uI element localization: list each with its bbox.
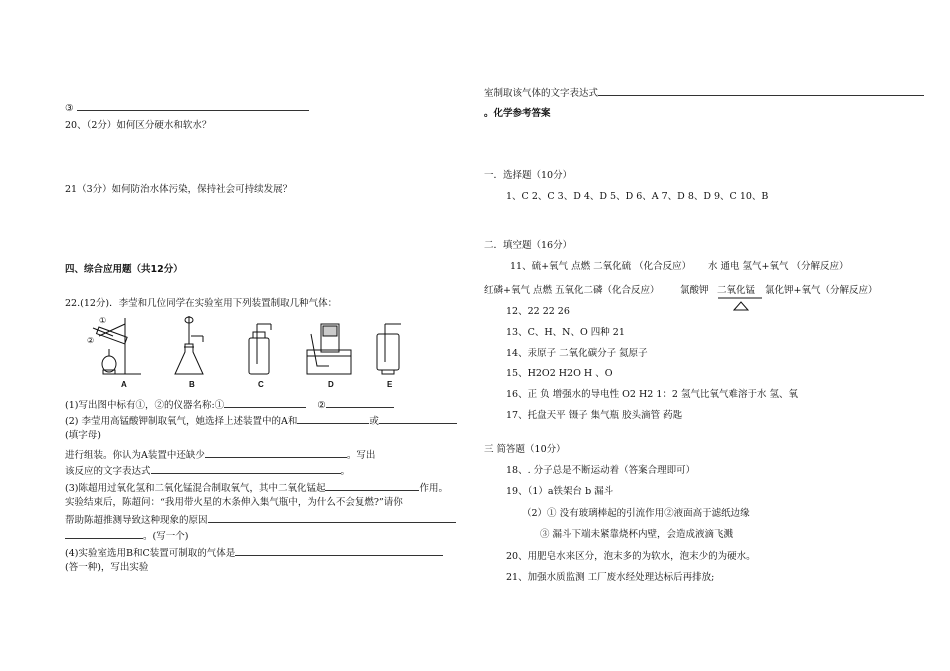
apparatus-drawing xyxy=(85,314,430,390)
answer-blank[interactable] xyxy=(326,398,394,408)
answer-19-2: （2）① 没有玻璃棒起的引流作用②液面高于滤纸边缘 xyxy=(522,508,750,519)
apparatus-a xyxy=(87,316,141,374)
apparatus-b xyxy=(175,316,203,374)
q22-3-note: 。(写一个) xyxy=(143,531,189,542)
apparatus-label-a: A xyxy=(121,380,127,389)
question-21: 21（3分）如何防治水体污染，保持社会可持续发展？ xyxy=(65,184,293,195)
answer-13: 13、C、H、N、O 四种 21 xyxy=(506,327,625,338)
q22-4-text: (4)实验室选用B和C装置可制取的气体是 xyxy=(65,548,236,559)
q22-part-3 xyxy=(65,481,448,495)
answer-section-3-title: 三 简答题（10分） xyxy=(484,444,566,455)
answer-blank[interactable] xyxy=(235,546,443,556)
marker-1: ① xyxy=(99,316,107,325)
answer-11-a: 11、硫+氧气 点燃 二氧化硫 （化合反应） xyxy=(510,261,692,272)
answer-section-2-title: 二．填空题（16分） xyxy=(484,240,573,251)
answer-blank[interactable] xyxy=(297,414,369,424)
q22-3-text: (3)陈超用过氧化氢和二氧化锰混合制取氧气，其中二氧化锰起 xyxy=(65,483,326,494)
answer-11-f: 氯化钾+氧气（分解反应） xyxy=(765,285,878,296)
q22-part-2 xyxy=(65,414,457,428)
answer-11-catalyst: 二氧化锰 xyxy=(717,285,756,296)
apparatus-label-e: E xyxy=(387,380,393,389)
q22-1-marker: ② xyxy=(317,400,326,411)
answer-18: 18、. 分子总是不断运动着（答案合理即可） xyxy=(506,465,696,476)
reaction-arrow xyxy=(716,296,766,315)
q22-2-equation-text: 该反应的文字表达式 xyxy=(65,466,151,477)
apparatus-label-c: C xyxy=(258,380,264,389)
answer-section-1-title: 一．选择题（10分） xyxy=(484,170,573,181)
q22-3-role: 作用。 xyxy=(419,483,448,494)
marker-2: ② xyxy=(87,336,95,345)
q22-3-question: 实验结束后，陈超问：“我用带火星的木条伸入集气瓶中，为什么不会复燃?”请你 xyxy=(65,497,403,508)
answer-11-d: 氯酸钾 xyxy=(680,285,709,296)
heat-symbol-icon xyxy=(716,296,766,312)
apparatus-e xyxy=(377,324,401,374)
q22-part-4 xyxy=(65,546,443,560)
q22-part-1 xyxy=(65,398,394,412)
q22-2-text: (2) 李莹用高锰酸钾制取氧气，她选择上述装置中的A和 xyxy=(65,416,298,427)
answer-14: 14、汞原子 二氧化碳分子 氦原子 xyxy=(506,348,648,359)
answer-blank[interactable] xyxy=(77,101,309,111)
q22-2-write: 。写出 xyxy=(346,450,376,461)
answer-11-c: 红磷+氧气 点燃 五氧化二磷（化合反应） xyxy=(484,285,660,296)
apparatus-label-b: B xyxy=(189,380,195,389)
q22-3-reason-cont xyxy=(65,529,188,543)
q19-item-3-label: ③ xyxy=(65,103,74,114)
q22-part-2-assembly xyxy=(65,448,375,462)
apparatus-d xyxy=(307,324,351,374)
q22-3-reason xyxy=(65,513,456,527)
answer-blank[interactable] xyxy=(208,513,456,523)
right-top-text: 室制取该气体的文字表达式 xyxy=(484,88,599,99)
answer-19-3: ③ 漏斗下端未紧靠烧杯内壁，会造成液滴飞溅 xyxy=(540,529,734,540)
apparatus-c xyxy=(249,324,271,374)
q22-3-reason-text: 帮助陈超推测导致这种现象的原因 xyxy=(65,515,208,526)
answer-blank[interactable] xyxy=(379,414,457,424)
answer-15: 15、H2O2 H2O H 、O xyxy=(506,368,613,379)
answer-blank[interactable] xyxy=(325,481,419,491)
apparatus-label-d: D xyxy=(328,380,334,389)
q22-part-2-equation xyxy=(65,464,350,478)
q19-item-3 xyxy=(65,101,309,115)
answer-21: 21、加强水质监测 工厂废水经处理达标后再排放; xyxy=(506,572,715,583)
apparatus-figure xyxy=(85,314,430,390)
answer-17: 17、托盘天平 镊子 集气瓶 胶头滴管 药匙 xyxy=(506,410,683,421)
answer-blank[interactable] xyxy=(205,448,347,458)
answer-16: 16、正 负 增强水的导电性 O2 H2 1：2 氢气比氧气难溶于水 氢、氧 xyxy=(506,389,798,400)
answer-blank[interactable] xyxy=(65,529,143,539)
question-20: 20、（2分）如何区分硬水和软水？ xyxy=(65,120,212,131)
answer-section-1-list: 1、C 2、C 3、D 4、D 5、D 6、A 7、D 8、D 9、C 10、B xyxy=(506,191,769,202)
question-22: 22.(12分)．李莹和几位同学在实验室用下列装置制取几种气体： xyxy=(65,298,338,309)
q22-4-cont: (答一种)，写出实验 xyxy=(65,562,149,573)
answer-key-title: 。化学参考答案 xyxy=(484,108,551,119)
right-top-line xyxy=(484,86,924,100)
q22-2-period: 。 xyxy=(340,466,351,477)
answer-blank[interactable] xyxy=(224,398,306,408)
answer-11-b: 水 通电 氢气+氧气 （分解反应） xyxy=(708,261,849,272)
answer-19: 19、（1）a铁架台 b 漏斗 xyxy=(506,486,614,497)
answer-20: 20、用肥皂水来区分，泡末多的为软水，泡末少的为硬水。 xyxy=(506,551,756,562)
answer-blank[interactable] xyxy=(151,464,341,474)
q22-2-assembly-text: 进行组装。你认为A装置中还缺少 xyxy=(65,450,205,461)
q22-1-text: (1)写出图中标有①，②的仪器名称:① xyxy=(65,400,225,411)
answer-blank[interactable] xyxy=(598,86,924,96)
q22-2-hint: (填字母) xyxy=(65,430,101,441)
q22-2-or: 或 xyxy=(369,416,379,427)
section-4-title: 四、综合应用题（共12分） xyxy=(65,264,183,275)
answer-12: 12、22 22 26 xyxy=(506,306,570,317)
